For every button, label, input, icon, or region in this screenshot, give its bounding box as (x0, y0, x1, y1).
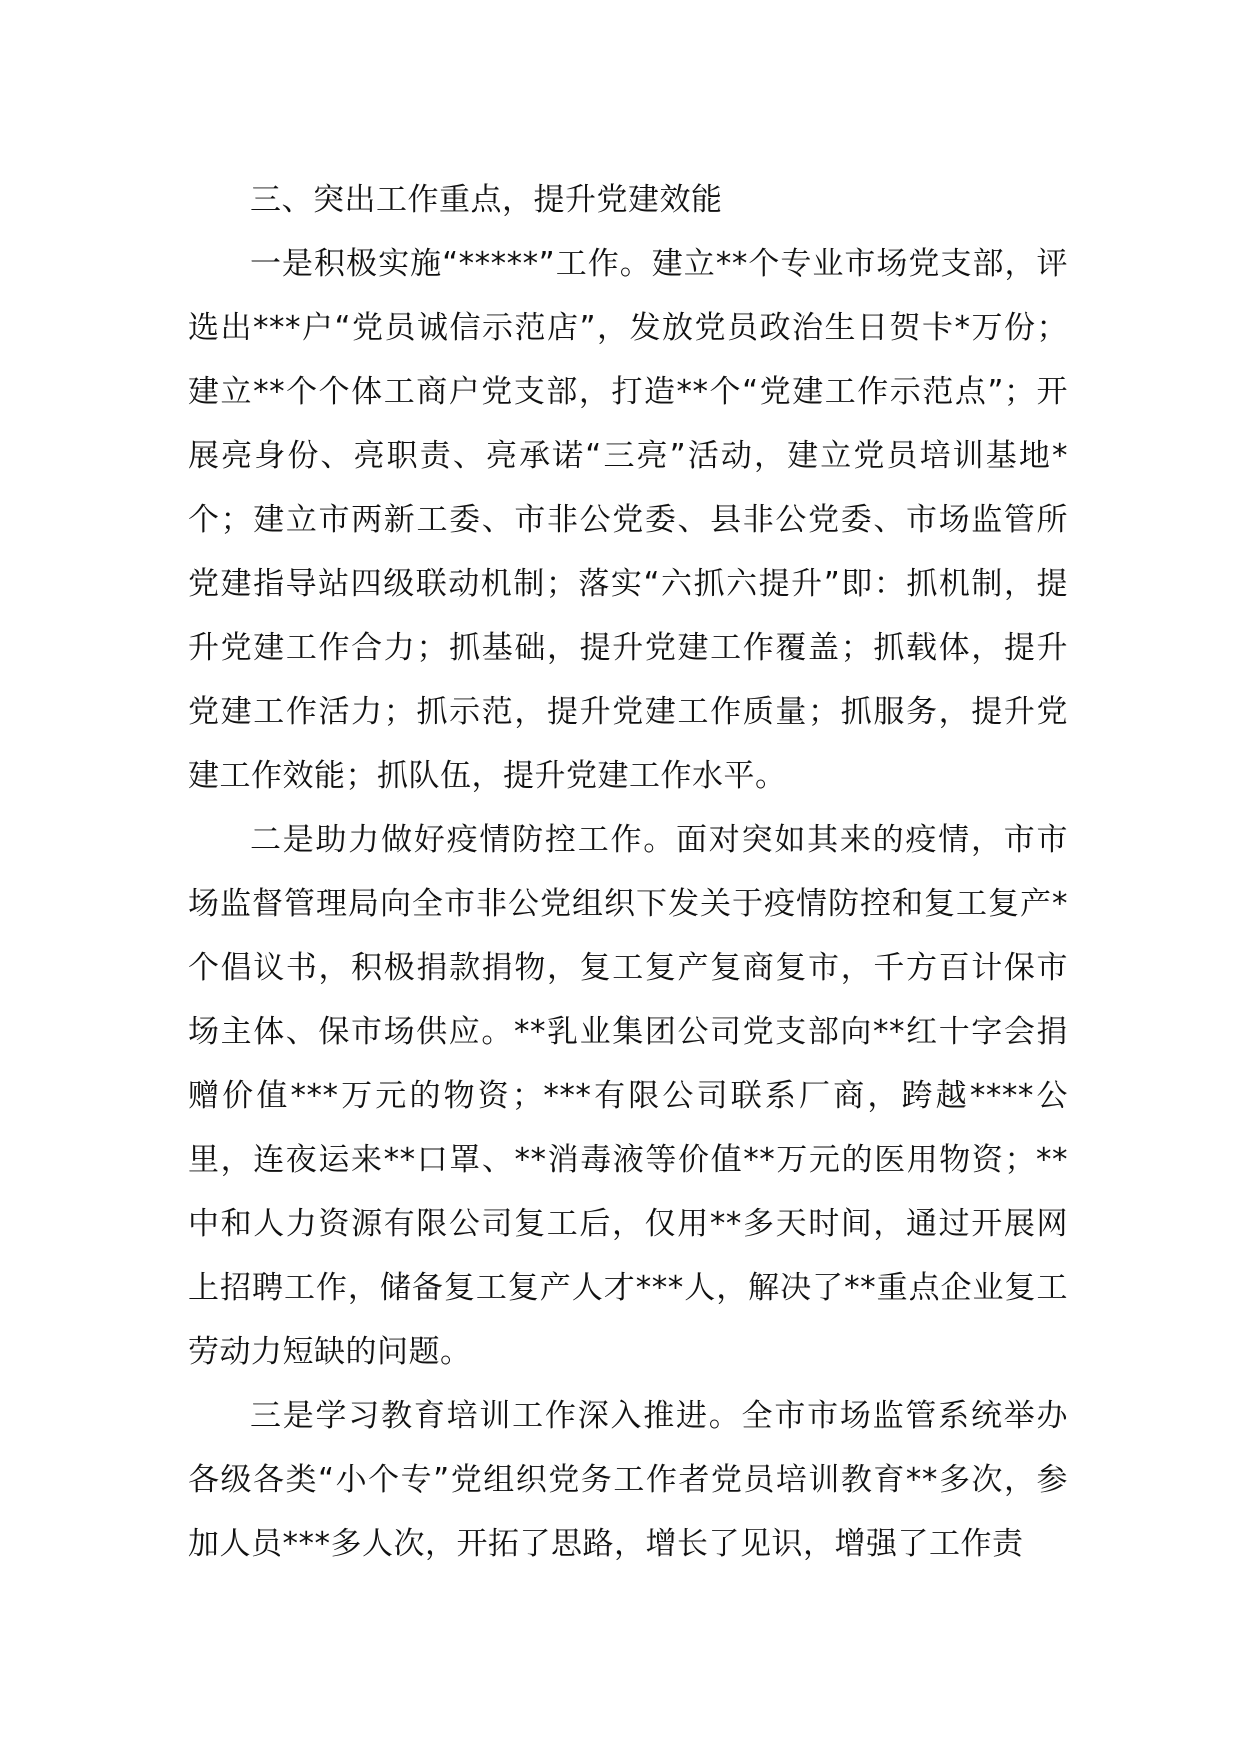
section-heading: 三、突出工作重点，提升党建效能 (250, 182, 723, 218)
paragraph-1: 一是积极实施“*****”工作。建立**个专业市场党支部，评选出***户“党员诚信示范店”，发放党员政治生日贺卡*万份；建立**个个体工商户党支部，打造**个“党建工作示范点”；开展亮身份、亮职责、亮承诺“三亮”活动，建立党员培训基地*个；建立市两新工委、市非公党委、县非公党委、市场监管所党建指导站四级联动机制；落实“六抓六提升”即：抓机制，提升党建工作合力；抓基础，提升党建工作覆盖；抓载体，提升党建工作活力；抓示范，提升党建工作质量；抓服务，提升党建工作效能；抓队伍，提升党建工作水平。 (188, 246, 1068, 794)
paragraph-3: 三是学习教育培训工作深入推进。全市市场监管系统举办各级各类“小个专”党组织党务工作者党员培训教育**多次，参加人员***多人次，开拓了思路，增长了见识，增强了工作责 (188, 1398, 1068, 1562)
paragraph-2: 二是助力做好疫情防控工作。面对突如其来的疫情，市市场监督管理局向全市非公党组织下发关于疫情防控和复工复产*个倡议书，积极捐款捐物，复工复产复商复市，千方百计保市场主体、保市场供应。**乳业集团公司党支部向**红十字会捐赠价值***万元的物资；***有限公司联系厂商，跨越****公里，连夜运来**口罩、**消毒液等价值**万元的医用物资；**中和人力资源有限公司复工后，仅用**多天时间，通过开展网上招聘工作，储备复工复产人才***人，解决了**重点企业复工劳动力短缺的问题。 (188, 822, 1068, 1370)
document-body (188, 168, 1068, 1576)
